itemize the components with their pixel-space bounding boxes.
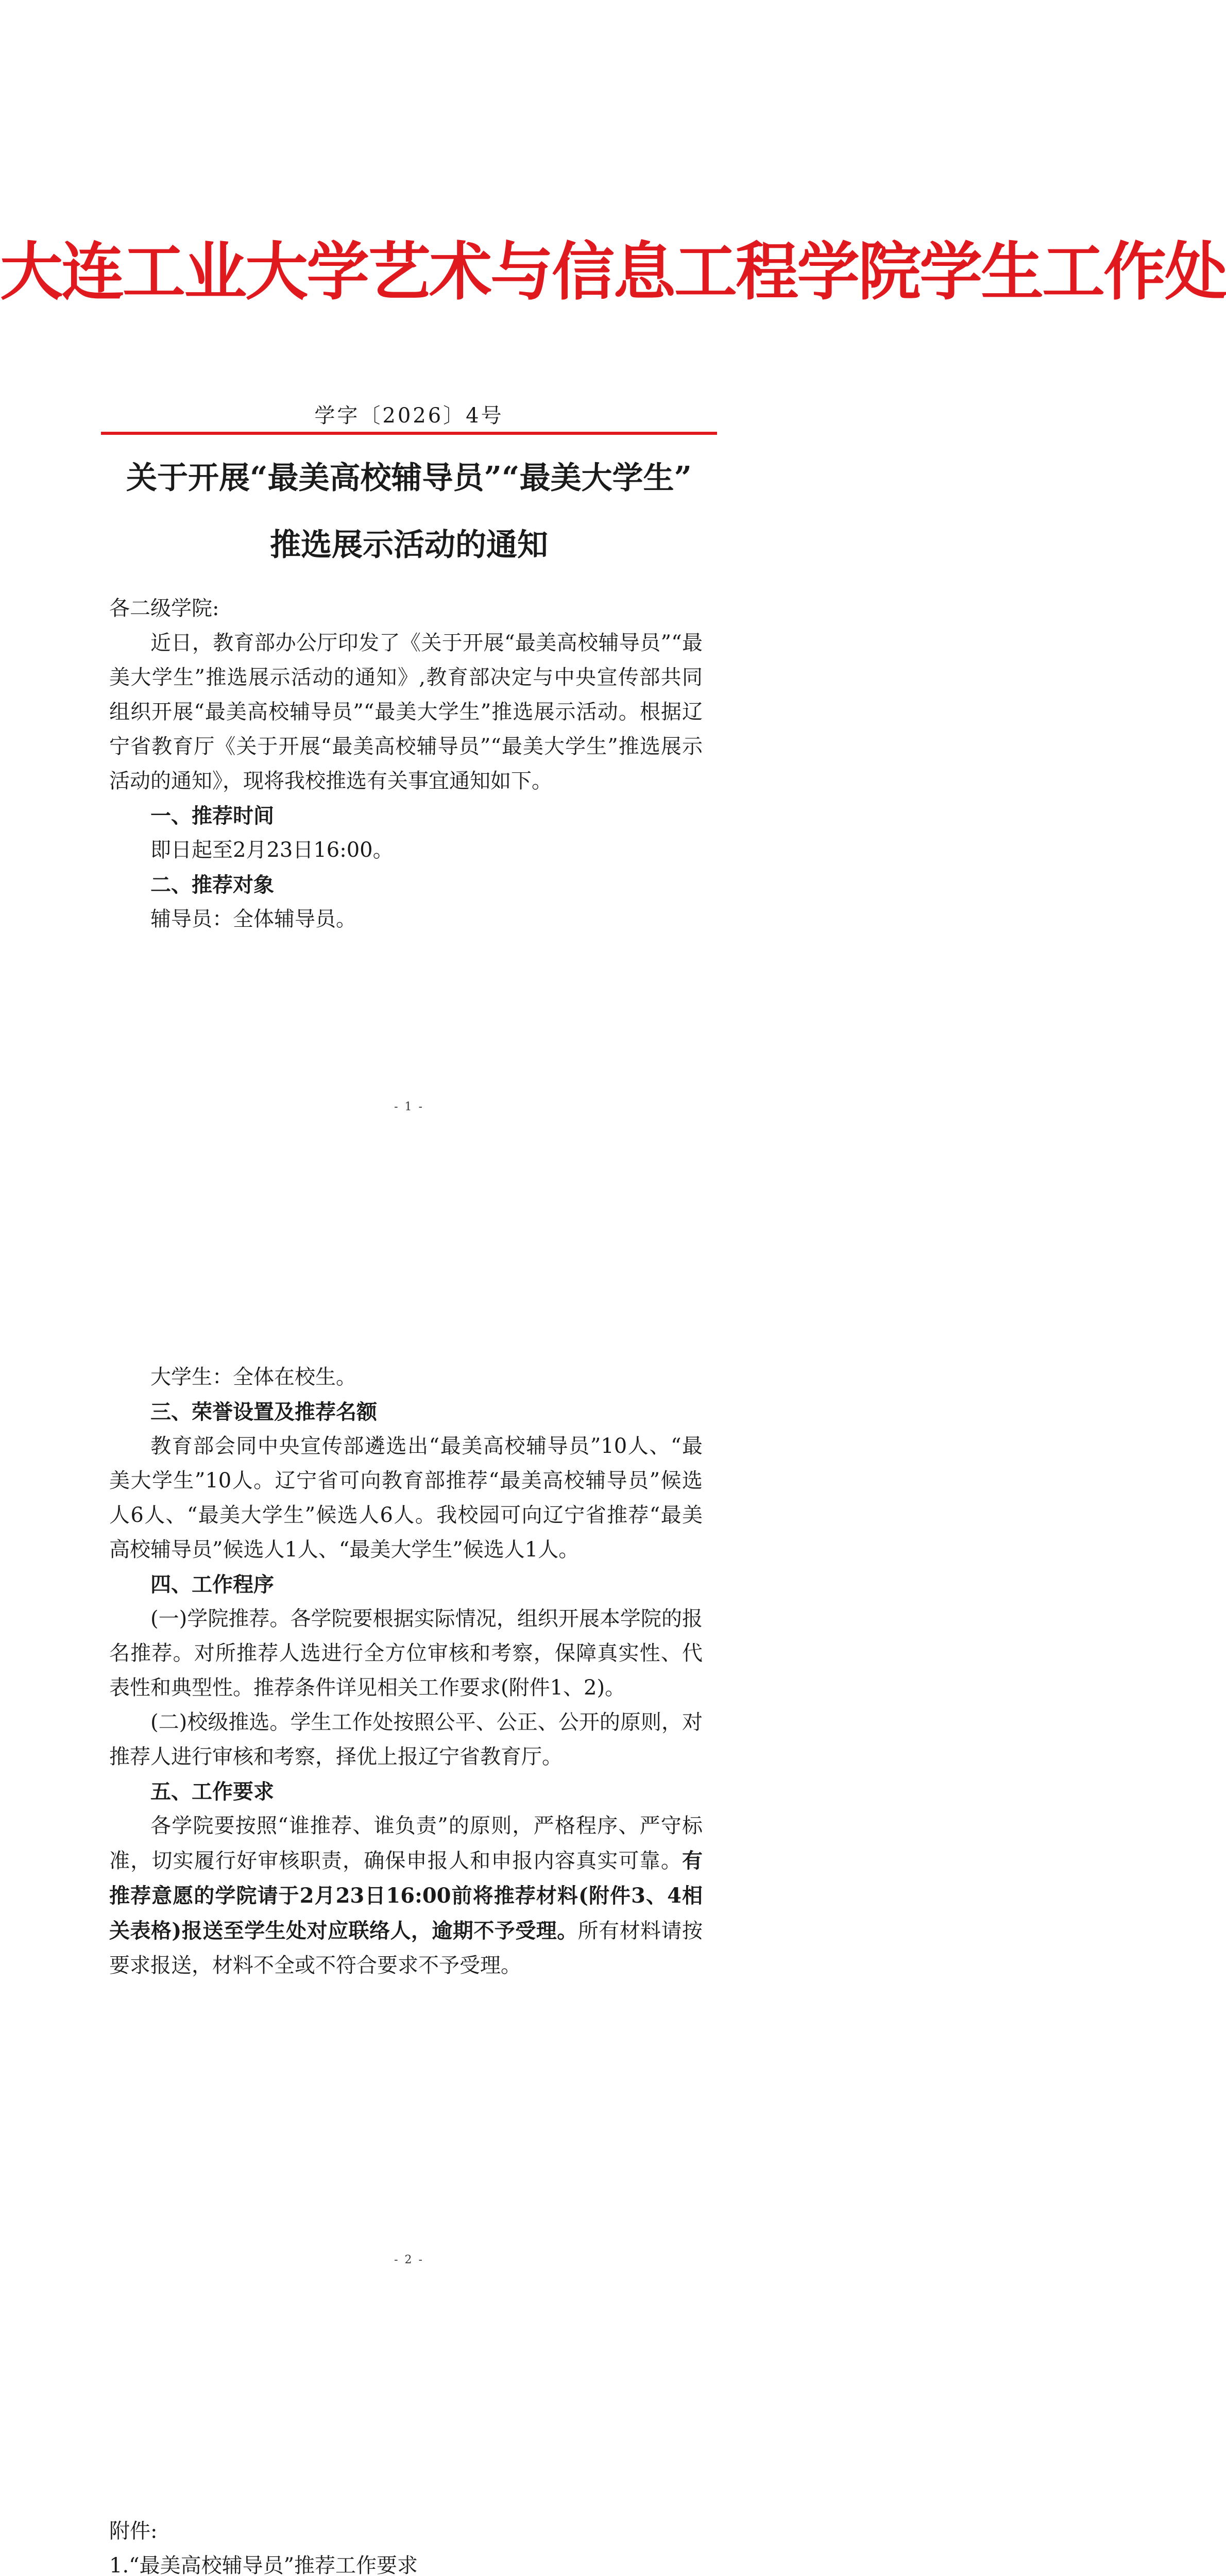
page-3 — [0, 2312, 818, 2576]
section-1-heading: 一、推荐时间 — [150, 804, 274, 828]
body-section-page-2 — [109, 1360, 703, 1983]
section-5-text-part-2: 所有材料请按要求报送，材料不全或不符合要求不予受理。 — [109, 1919, 703, 1977]
page-number: - 1 - — [394, 1100, 424, 1113]
body-section-page-1 — [109, 591, 703, 937]
section-5-heading: 五、工作要求 — [150, 1780, 274, 1804]
issuing-org-header: 大连工业大学艺术与信息工程学院学生工作处 — [0, 234, 1226, 309]
section-3-heading: 三、荣誉设置及推荐名额 — [150, 1400, 377, 1424]
section-1-text: 即日起至2月23日16:00。 — [150, 838, 394, 862]
page-number: - 2 - — [394, 2253, 424, 2266]
document-title-line-1: 关于开展“最美高校辅导员”“最美大学生” — [126, 460, 692, 496]
section-4-text-college: (一)学院推荐。各学院要根据实际情况，组织开展本学院的报名推荐。对所推荐人选进行全方位审核和考察，保障真实性、代表性和典型性。推荐条件详见相关工作要求(附件1、2)。 — [109, 1607, 703, 1700]
section-4-text-school: (二)校级推选。学生工作处按照公平、公正、公开的原则，对推荐人进行审核和考察，择优上报辽宁省教育厅。 — [109, 1710, 703, 1769]
document-title-line-2: 推选展示活动的通知 — [270, 527, 548, 563]
section-5-deadline-bold: 有推荐意愿的学院请于2月23日16:00前将推荐材料(附件3、4相关表格)报送至学生处对应联络人，逾期不予受理。 — [109, 1849, 703, 1943]
section-3-text: 教育部会同中央宣传部遴选出“最美高校辅导员”10人、“最美大学生”10人。辽宁省可向教育部推荐“最美高校辅导员”候选人6人、“最美大学生”候选人6人。我校园可向辽宁省推荐“最美高校辅导员”候选人1人、“最美大学生”候选人1人。 — [109, 1434, 703, 1562]
section-5-text-part-1: 各学院要按照“谁推荐、谁负责”的原则，严格程序、严守标准，切实履行好审核职责，确保申报人和申报内容真实可靠。 — [109, 1814, 703, 1873]
document-number: 学字〔2026〕4号 — [314, 404, 504, 428]
attachment-item-1: 1.“最美高校辅导员”推荐工作要求 — [109, 2554, 418, 2576]
section-4-heading: 四、工作程序 — [150, 1572, 274, 1597]
salutation: 各二级学院: — [109, 597, 219, 620]
section-2-heading: 二、推荐对象 — [150, 873, 274, 897]
intro-paragraph: 近日，教育部办公厅印发了《关于开展“最美高校辅导员”“最美大学生”推选展示活动的通知》,教育部决定与中央宣传部共同组织开展“最美高校辅导员”“最美大学生”推选展示活动。根据辽宁省教育厅《关于开展“最美高校辅导员”“最美大学生”推选展示活动的通知》，现将我校推选有关事宜通知如下。 — [109, 631, 703, 793]
page-1 — [0, 0, 1226, 1156]
attachments-label: 附件: — [109, 2519, 158, 2543]
section-2-text-students: 大学生：全体在校生。 — [150, 1365, 356, 1389]
section-5-text — [109, 1809, 703, 1983]
attachments-block — [109, 2514, 703, 2576]
page-2 — [0, 1156, 818, 2312]
section-2-text-counselors: 辅导员：全体辅导员。 — [150, 907, 356, 931]
red-divider — [101, 432, 717, 435]
